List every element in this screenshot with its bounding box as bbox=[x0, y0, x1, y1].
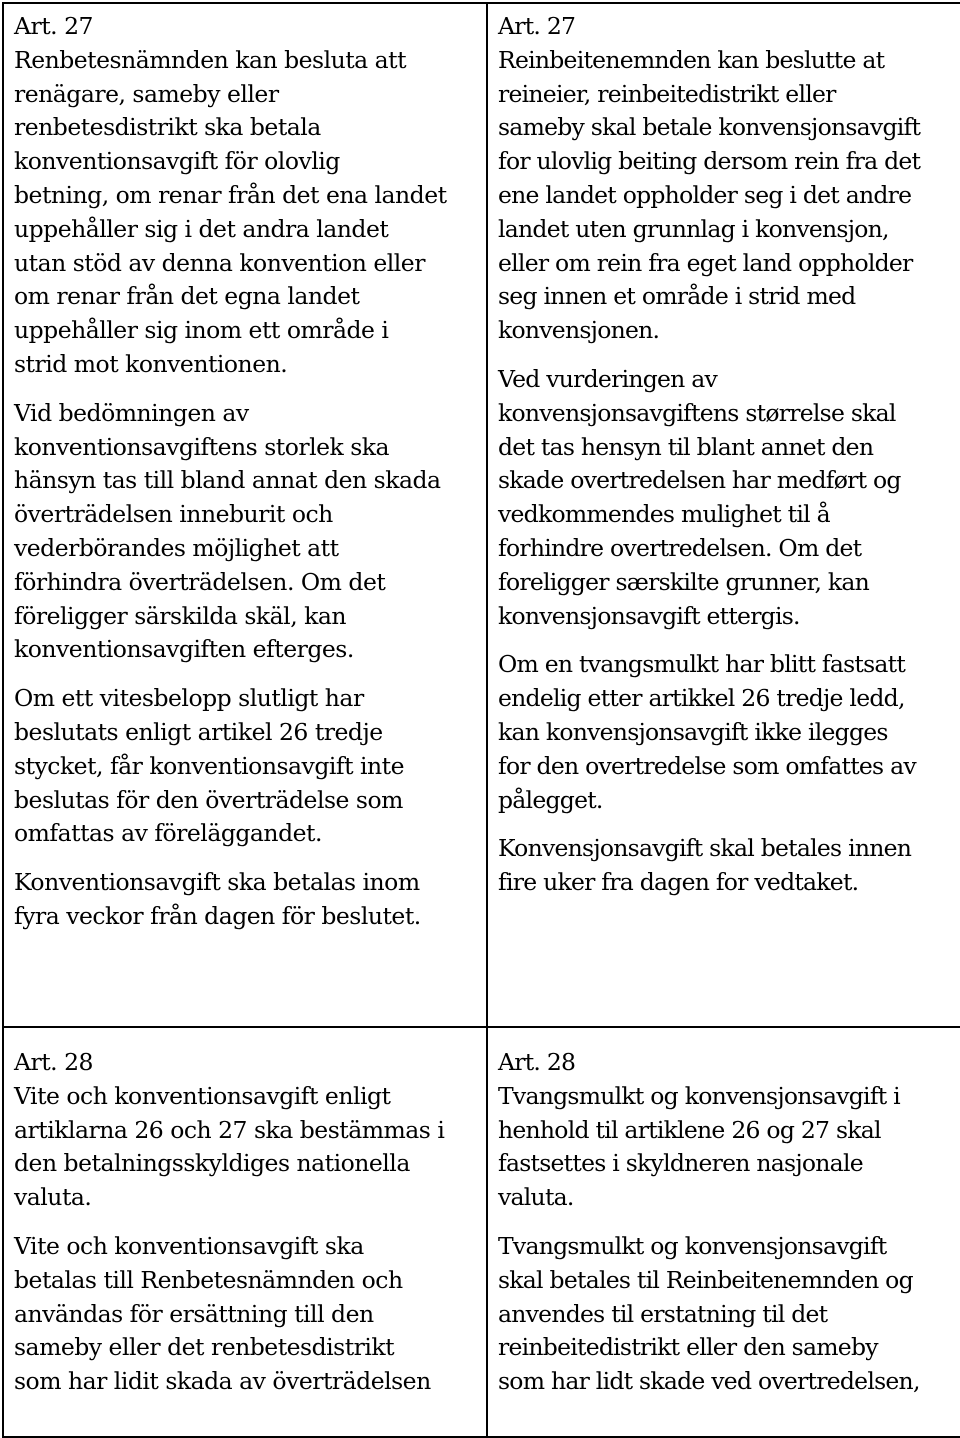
article-27-swedish-paragraph-2: Vid bedömningen av konventionsavgiftens storlek ska hänsyn tas till bland annat den skada överträdelsen inneburit och vederbörandes möjlighet att förhindra överträdelsen. Om det föreligger särskilda skäl, kan konventionsavgiften efterges. bbox=[14, 398, 441, 664]
article-28-norwegian-paragraph-2: Tvangsmulkt og konvensjonsavgift skal betales til Reinbeitenemnden og anvendes til erstatning til det reinbeitedistrikt eller den sameby som har lidt skade ved overtredelsen, bbox=[498, 1231, 920, 1396]
article-27-swedish-paragraph-4: Konventionsavgift ska betalas inom fyra veckor från dagen för beslutet. bbox=[14, 868, 421, 930]
article-28-swedish-paragraph-2: Vite och konventionsavgift ska betalas till Renbetesnämnden och användas för ersättning till den sameby eller det renbetesdistrikt som har lidit skada av överträdelsen bbox=[14, 1231, 431, 1396]
article-27-norwegian-paragraph-2: Ved vurderingen av konvensjonsavgiftens størrelse skal det tas hensyn til blant annet den skade overtredelsen har medført og vedkommendes mulighet til å forhindre overtredelsen. Om det foreligger særskilte grunner, kan konvensjonsavgift ettergis. bbox=[498, 364, 901, 630]
bilingual-treaty-table bbox=[2, 2, 960, 1438]
article-27-norwegian-paragraph-1: Art. 27 Reinbeitenemnden kan beslutte at reineier, reinbeitedistrikt eller sameby skal betale konvensjonsavgift for ulovlig beiting dersom rein fra det ene landet oppholder seg i det andre landet uten grunnlag i konvensjon, eller om rein fra eget land oppholder seg innen et område i strid med konvensjonen. bbox=[498, 12, 921, 345]
article-28-norwegian-paragraph-1: Art. 28 Tvangsmulkt og konvensjonsavgift i henhold til artiklene 26 og 27 skal fastsettes i skyldneren nasjonale valuta. bbox=[498, 1048, 900, 1212]
article-27-swedish-paragraph-3: Om ett vitesbelopp slutligt har beslutats enligt artikel 26 tredje stycket, får konventionsavgift inte beslutas för den överträdelse som omfattas av föreläggandet. bbox=[14, 684, 404, 848]
article-28-swedish-cell bbox=[3, 1027, 487, 1437]
article-27-norwegian-paragraph-4: Konvensjonsavgift skal betales innen fire uker fra dagen for vedtaket. bbox=[498, 834, 912, 897]
article-28-row bbox=[3, 1027, 960, 1437]
article-27-row bbox=[3, 3, 960, 1027]
article-27-swedish-paragraph-1: Art. 27 Renbetesnämnden kan besluta att renägare, sameby eller renbetesdistrikt ska betala konventionsavgift för olovlig betning, om renar från det ena landet uppehåller sig i det andra landet utan stöd av denna konvention eller om renar från det egna landet uppehåller sig inom ett område i strid mot konventionen. bbox=[14, 12, 447, 378]
article-28-norwegian-cell bbox=[487, 1027, 960, 1437]
article-27-norwegian-paragraph-3: Om en tvangsmulkt har blitt fastsatt endelig etter artikkel 26 tredje ledd, kan konvensjonsavgift ikke ilegges for den overtredelse som omfattes av pålegget. bbox=[498, 650, 916, 814]
article-28-swedish-paragraph-1: Art. 28 Vite och konventionsavgift enligt artiklarna 26 och 27 ska bestämmas i den betalningsskyldiges nationella valuta. bbox=[14, 1048, 445, 1212]
article-27-swedish-cell bbox=[3, 3, 487, 1027]
article-27-norwegian-cell bbox=[487, 3, 960, 1027]
